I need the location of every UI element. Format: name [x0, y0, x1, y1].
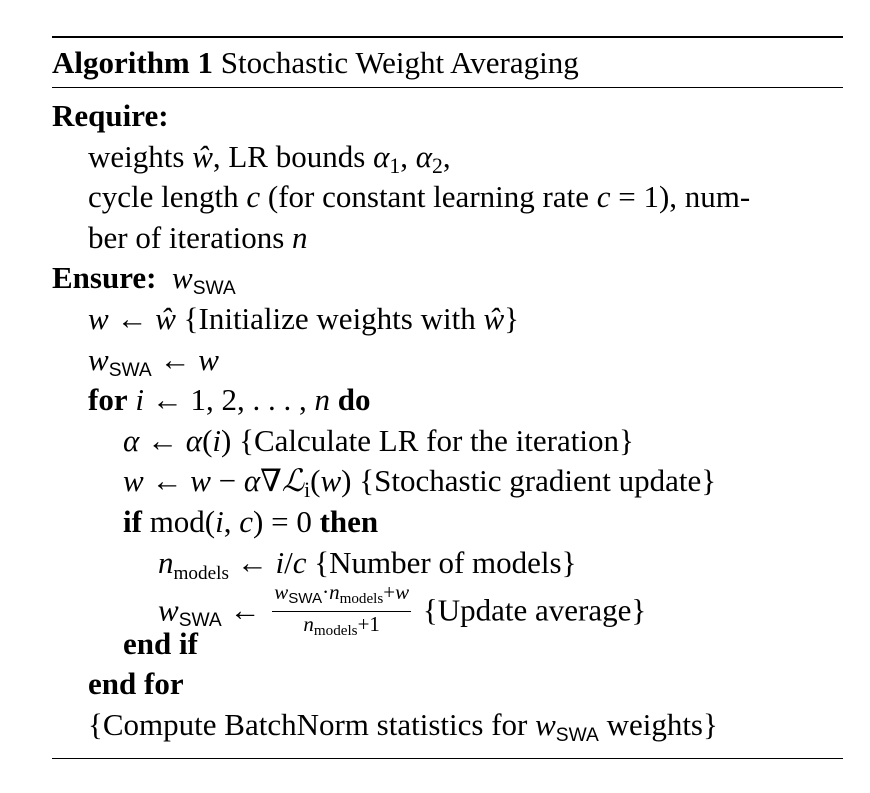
line-init-w: w ← ŵ {Initialize weights with ŵ}: [88, 300, 520, 336]
keyword-for: for: [88, 382, 128, 418]
comment-init: {Initialize weights with: [183, 300, 484, 336]
update-fraction: $\frac{\text{wSWA·nmodels+w}}{\text{nmodels+1}}$: [274, 580, 410, 639]
line-require-2: cycle length c (for constant learning rate c = 1), num-: [88, 179, 751, 215]
bottom-rule: [52, 758, 843, 759]
comment-nmodels: {Number of models}: [314, 544, 577, 580]
line-require-3: ber of iterations n: [88, 219, 308, 255]
line-for: for i ← 1, 2, . . . , n do: [88, 382, 371, 418]
text-weights: weights: [88, 138, 193, 174]
line-end-if: [52, 624, 843, 665]
keyword-end-for: end for: [88, 666, 184, 702]
text-lr-bounds: , LR bounds: [212, 138, 374, 174]
sub-swa: SWA: [555, 724, 599, 746]
line-end-for: [52, 664, 843, 705]
algorithm-title: Stochastic Weight Averaging: [220, 45, 579, 80]
keyword-ensure: Ensure:: [52, 260, 157, 296]
text-constant-lr: (for constant learning rate: [260, 179, 597, 215]
keyword-end-if: end if: [123, 625, 198, 661]
line-batchnorm: {Compute BatchNorm statistics for wSWA weights}: [88, 706, 718, 746]
comment-batchnorm-pre: {Compute BatchNorm statistics for: [88, 706, 536, 742]
comment-sgd: {Stochastic gradient update}: [359, 463, 717, 499]
comment-alpha: {Calculate LR for the iteration}: [239, 422, 634, 458]
sub-swa: SWA: [108, 359, 152, 381]
comment-init-close: }: [504, 300, 520, 336]
algorithm-label: Algorithm 1: [52, 45, 214, 80]
line-ensure: Ensure: wSWA: [52, 260, 236, 300]
sub-models: models: [173, 562, 229, 584]
line-alpha: α ← α(i) {Calculate LR for the iteration}: [123, 422, 634, 458]
keyword-then: then: [319, 503, 379, 539]
sub-swa: SWA: [192, 278, 236, 300]
comment-update: {Update average}: [422, 592, 647, 628]
line-require: [52, 96, 843, 137]
algorithm-caption: [52, 38, 843, 87]
line-nmodels: nmodels ← i/c {Number of models}: [158, 544, 577, 584]
keyword-require: Require:: [52, 98, 169, 133]
line-init-swa: wSWA ← w: [88, 341, 219, 381]
line-sgd: w ← w − α∇ℒ$_i$(w) {Stochastic gradient update}: [123, 463, 717, 503]
sub-swa: SWA: [178, 610, 222, 632]
text-cycle-length: cycle length: [88, 179, 247, 215]
line-require-1: weights ŵ, LR bounds $\alpha_1$, $\alpha_2$,: [88, 138, 451, 178]
line-if: if mod(i, c) = 0 then: [123, 503, 379, 539]
line-update: wSWA ← $\frac{\text{wSWA·nmodels+w}}{\text{nmodels+1}}$ {Update average}: [52, 583, 843, 624]
text-num: ), num-: [658, 179, 751, 215]
comment-batchnorm-post: weights}: [598, 706, 718, 742]
keyword-do: do: [337, 382, 371, 418]
keyword-if: if: [123, 503, 142, 539]
text-iterations: ber of iterations: [88, 219, 293, 255]
algorithm-block: [52, 36, 843, 759]
algorithm-body: [52, 88, 843, 746]
